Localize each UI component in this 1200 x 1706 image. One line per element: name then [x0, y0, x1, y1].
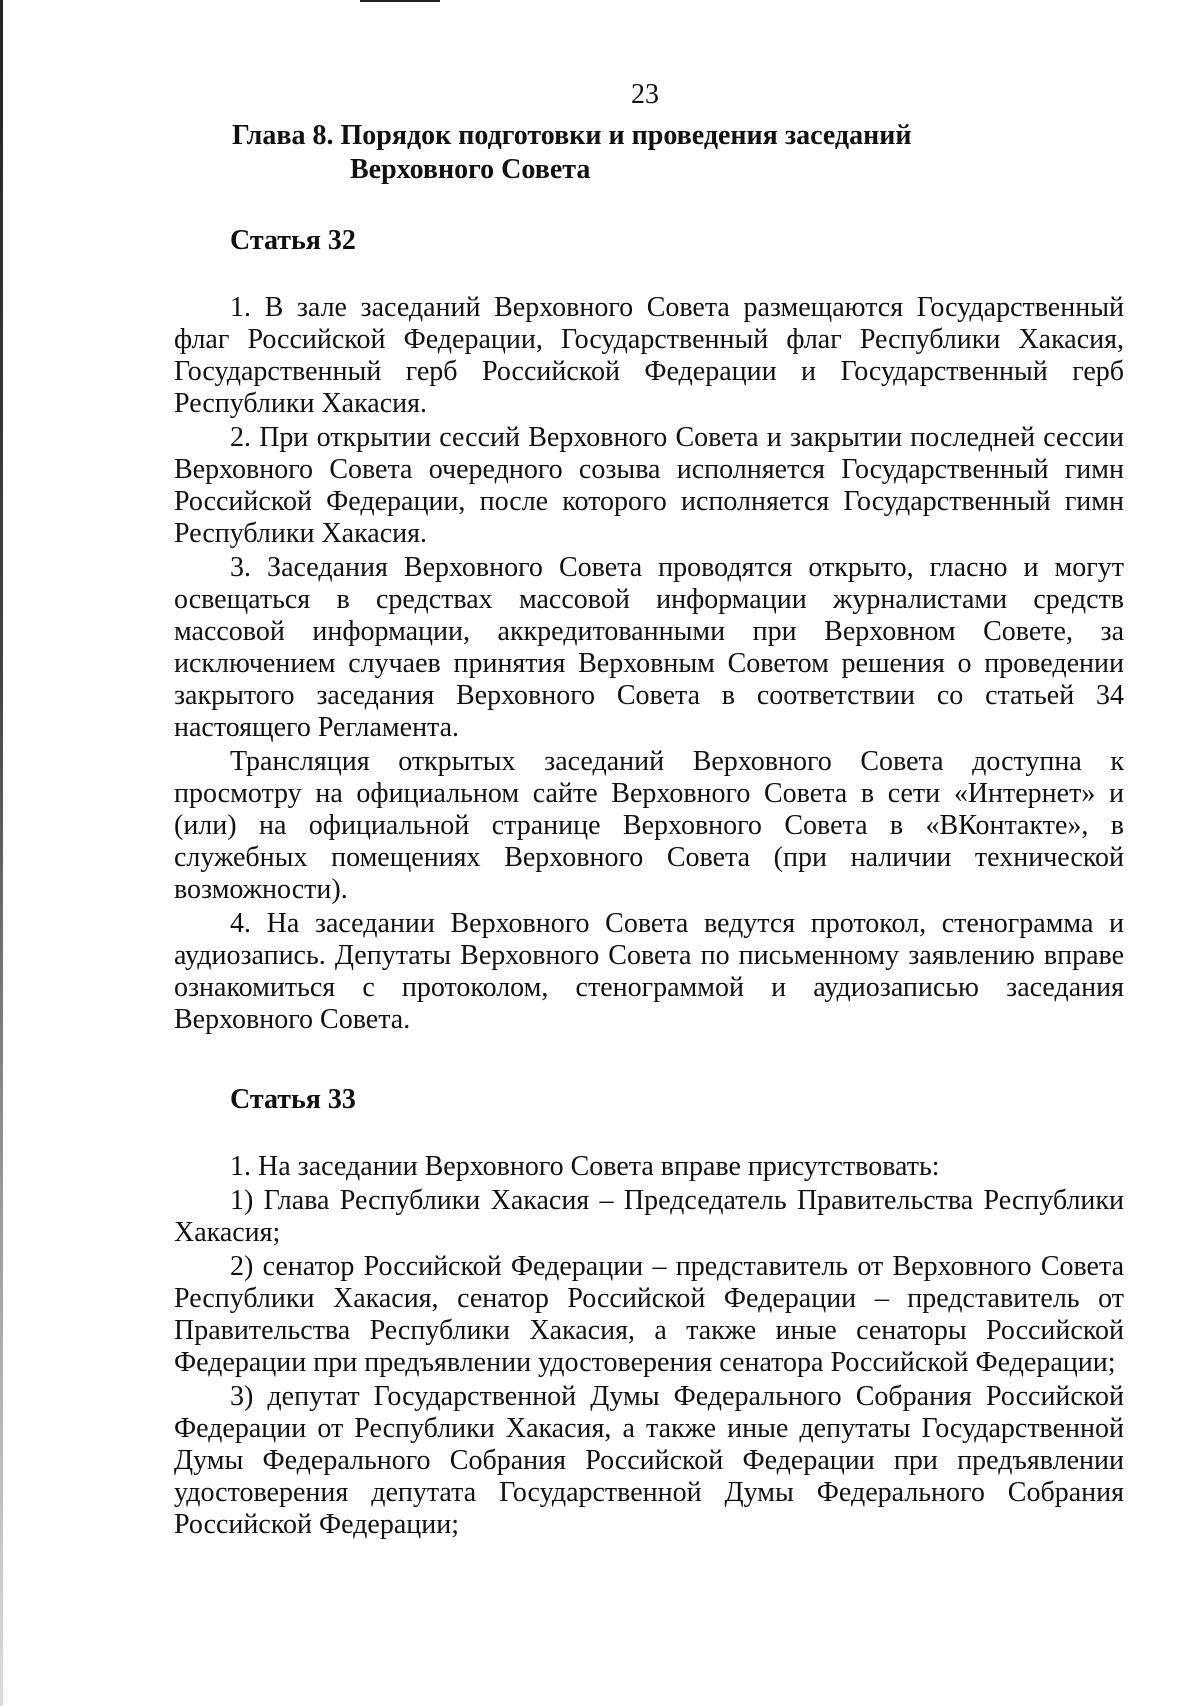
article-32-paragraph-1: 1. В зале заседаний Верховного Совета размещаются Государственный флаг Российской Федерации, Государственный флаг Республики Хакасия, Государственный герб Российской Федерации и Государственный герб Республики Хакасия. [174, 292, 1124, 419]
scan-left-edge [0, 0, 3, 1706]
article-33-item-3: 3) депутат Государственной Думы Федерального Собрания Российской Федерации от Республики Хакасия, а также иные депутаты Государственной Думы Федерального Собрания Российской Федерации при предъявлении удостоверения депутата Государственной Думы Федерального Собрания Российской Федерации; [174, 1381, 1124, 1540]
article-32-body [174, 292, 1124, 1038]
scan-top-mark [360, 0, 440, 2]
article-32-paragraph-3: 3. Заседания Верховного Совета проводятся открыто, гласно и могут освещаться в средствах массовой информации журналистами средств массовой информации, аккредитованными при Верховном Совете, за исключением случаев принятия Верховным Советом решения о проведении закрытого заседания Верховного Совета в соответствии со статьей 34 настоящего Регламента. [174, 552, 1124, 743]
article-33-body [174, 1151, 1124, 1543]
article-32-title: Статья 32 [230, 225, 356, 256]
chapter-title [232, 119, 1132, 187]
article-32-paragraph-4: Трансляция открытых заседаний Верховного Совета доступна к просмотру на официальном сайте Верховного Совета в сети «Интернет» и (или) на официальной странице Верховного Совета в «ВКонтакте», в служебных помещениях Верховного Совета (при наличии технической возможности). [174, 746, 1124, 905]
page-number: 23 [631, 79, 659, 110]
chapter-title-line1: Глава 8. Порядок подготовки и проведения заседаний [232, 120, 912, 151]
article-33-title: Статья 33 [230, 1084, 356, 1115]
article-33-paragraph-1: 1. На заседании Верховного Совета вправе присутствовать: [230, 1151, 940, 1182]
article-33-item-2: 2) сенатор Российской Федерации – представитель от Верховного Совета Республики Хакасия, сенатор Российской Федерации – представитель от Правительства Республики Хакасия, а также иные сенаторы Российской Федерации при предъявлении удостоверения сенатора Российской Федерации; [174, 1251, 1124, 1378]
chapter-title-line2: Верховного Совета [350, 154, 591, 185]
article-32-paragraph-5: 4. На заседании Верховного Совета ведутся протокол, стенограмма и аудиозапись. Депутаты Верховного Совета по письменному заявлению вправе ознакомиться с протоколом, стенограммой и аудиозаписью заседания Верховного Совета. [174, 908, 1124, 1035]
article-32-paragraph-2: 2. При открытии сессий Верховного Совета и закрытии последней сессии Верховного Совета очередного созыва исполняется Государственный гимн Российской Федерации, после которого исполняется Государственный гимн Республики Хакасия. [174, 422, 1124, 549]
article-33-item-1: 1) Глава Республики Хакасия – Председатель Правительства Республики Хакасия; [174, 1185, 1124, 1248]
